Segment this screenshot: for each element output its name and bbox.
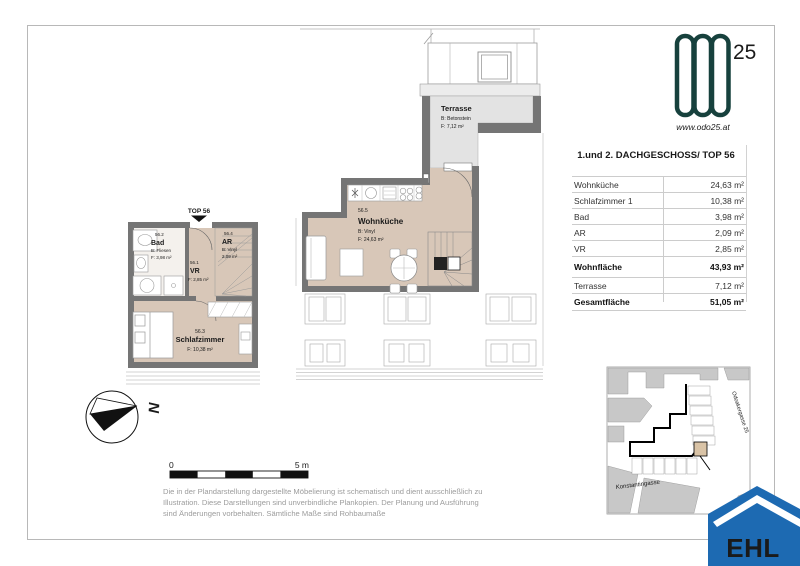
terrasse-area: F: 7,12 m² [441, 124, 464, 130]
scale-start: 0 [169, 460, 174, 470]
row-value: 2,09 m² [715, 227, 744, 238]
bad-material: B: Fliesen [151, 248, 172, 253]
row-value: 7,12 m² [715, 280, 744, 291]
terrasse-name: Terrasse [441, 104, 472, 113]
row-value: 2,85 m² [715, 243, 744, 254]
ehl-logo [688, 475, 800, 566]
bad-code: 56.2 [155, 232, 164, 237]
row-label: Wohnfläche [574, 262, 623, 272]
table-row-total [572, 294, 746, 311]
scale-bar [169, 460, 309, 478]
terrace-door [444, 163, 472, 171]
row-label: Terrasse [574, 280, 607, 291]
table-right-rule [746, 145, 747, 302]
upper-floor-plan [296, 29, 543, 380]
bad-name: Bad [151, 240, 165, 247]
scale-end: 5 m [294, 460, 309, 470]
table-row-total [572, 257, 746, 278]
north-arrow-icon [86, 391, 162, 443]
wohnkueche-material: B: Vinyl [358, 229, 375, 235]
terrasse-material: B: Betonstein [441, 116, 471, 122]
vr-area: F: 2,85 m² [188, 277, 209, 282]
wohnkueche-area: F: 24,63 m² [358, 237, 384, 243]
floor-plans [60, 20, 560, 485]
logo-website: www.odo25.at [676, 122, 730, 132]
logo-suffix: 25 [733, 41, 757, 64]
ar-code: 56.4 [224, 231, 233, 236]
side-table-icon [340, 249, 363, 276]
disclaimer-line: Die in der Plandarstellung dargestellte Möbelierung ist schematisch und dient ausschließlich zu [163, 487, 483, 496]
vr-name: VR [190, 268, 200, 275]
unit-marker: TOP 56 [187, 208, 211, 215]
area-table [572, 176, 746, 311]
ar-name: AR [222, 239, 233, 246]
odo25-logo [650, 28, 780, 138]
table-divider [663, 176, 664, 302]
schlafzimmer-area: F: 10,38 m² [187, 347, 213, 353]
eave-band [420, 84, 540, 96]
row-value: 43,93 m² [709, 262, 744, 272]
unit-highlight [694, 442, 707, 456]
bed-icon [133, 312, 173, 358]
desk-icon [239, 324, 252, 354]
wohnkueche-code: 56.5 [358, 208, 368, 214]
table-row [572, 225, 746, 241]
roof-lines-lower [126, 372, 260, 384]
disclaimer [163, 487, 533, 519]
sofa-icon [306, 236, 326, 280]
street-label-right: Odoakergasse 25 [730, 390, 750, 434]
row-label: Gesamtfläche [574, 297, 630, 307]
ar-area: 2,09 m² [222, 254, 238, 259]
table-row [572, 241, 746, 257]
table-row [572, 278, 746, 294]
lower-floor-plan [126, 208, 260, 384]
row-label: Schlafzimmer 1 [574, 195, 633, 206]
row-value: 24,63 m² [710, 179, 744, 190]
roof-dormers [305, 294, 536, 366]
row-value: 10,38 m² [710, 195, 744, 206]
skylight-icon [478, 52, 511, 82]
schlafzimmer-name: Schlafzimmer [175, 335, 225, 344]
table-row [572, 209, 746, 225]
row-label: Wohnküche [574, 179, 619, 190]
table-row [572, 193, 746, 209]
table-row [572, 177, 746, 193]
row-value: 51,05 m² [709, 297, 744, 307]
odo25-logo-icon [677, 36, 729, 115]
bad-area: F: 3,98 m² [151, 255, 172, 260]
row-label: VR [574, 243, 586, 254]
schlafzimmer-code: 56.3 [195, 329, 205, 335]
row-label: AR [574, 227, 586, 238]
ehl-logo-text: EHL [726, 533, 780, 563]
vr-code: 56.1 [190, 260, 199, 265]
disclaimer-line: Illustration. Diese Darstellungen sind unverbindliche Plankopien. Der Planung und Ausführung [163, 497, 479, 507]
disclaimer-line: sind Änderungen vorbehalten. Sämtliche Maße sind Rohbaumaße [163, 508, 386, 518]
wardrobe-icon [208, 302, 252, 317]
plan-title: 1.und 2. DACHGESCHOSS/ TOP 56 [577, 150, 735, 161]
unit-marker-arrow-icon [191, 216, 207, 223]
kitchen-counter-icon [348, 185, 422, 201]
wohnkueche-name: Wohnküche [358, 217, 404, 226]
street-label-bottom: Konstantingasse [615, 479, 661, 491]
row-value: 3,98 m² [715, 211, 744, 222]
ar-material: B: Vinyl [222, 247, 238, 252]
north-label: N [144, 401, 162, 414]
row-label: Bad [574, 211, 590, 222]
